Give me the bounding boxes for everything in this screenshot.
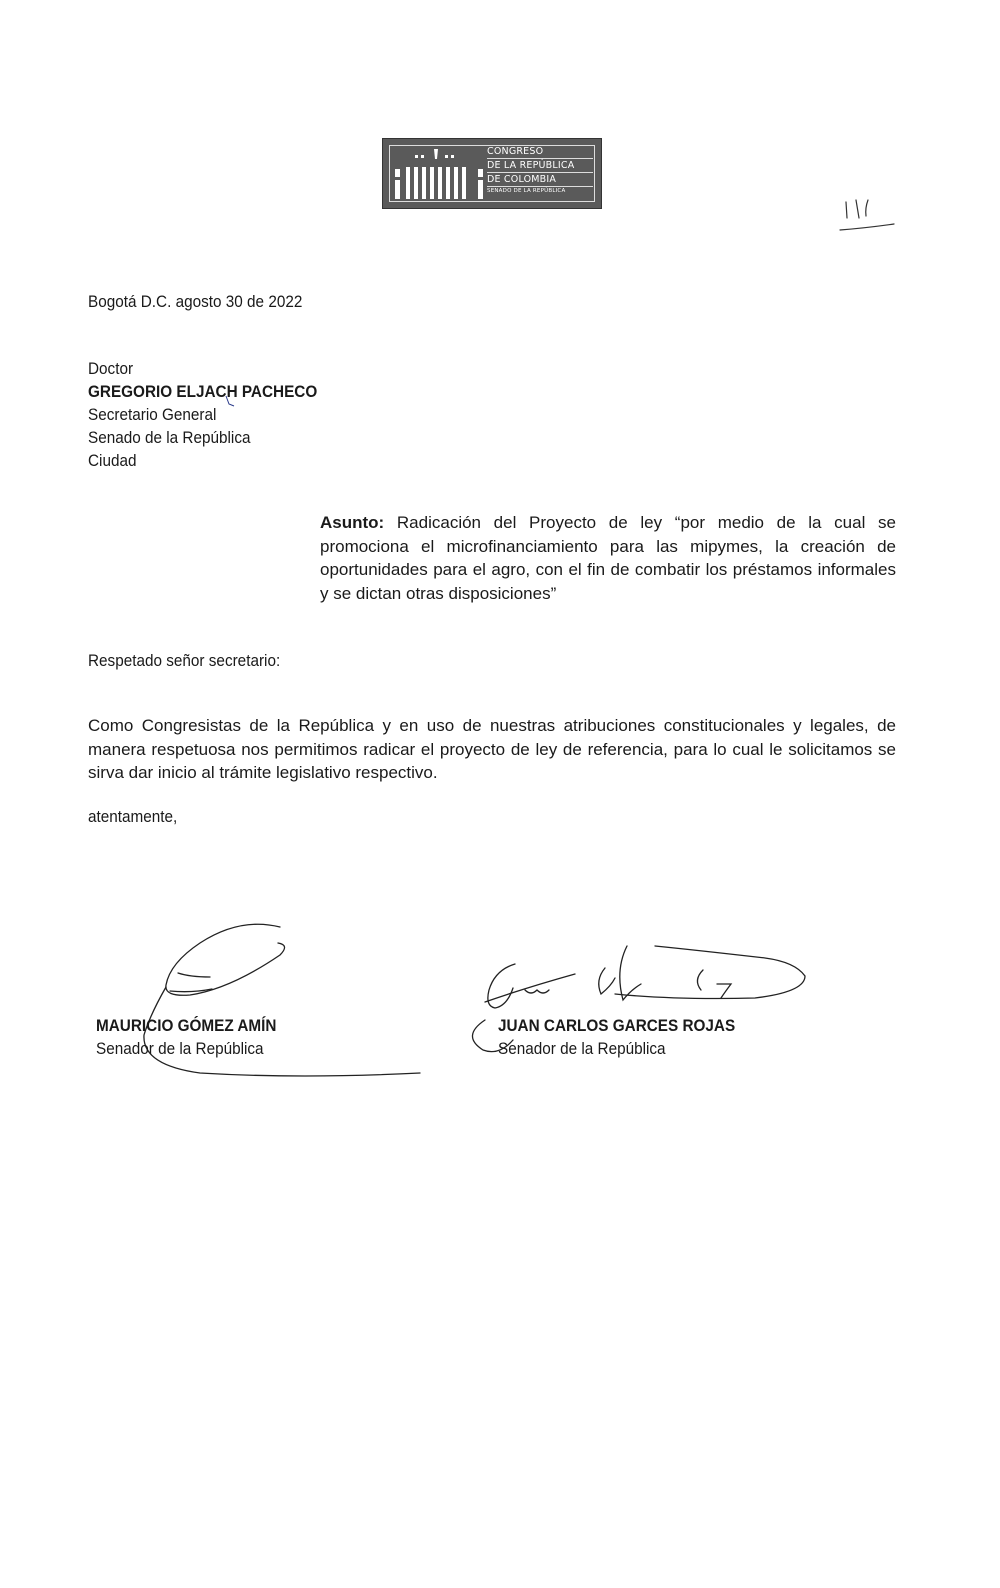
- recipient-entity: Senado de la República: [88, 428, 251, 447]
- body-paragraph: Como Congresistas de la República y en uso de nuestras atribuciones constitucionales y legales, de manera respetuosa nos permitimos radicar el proyecto de ley de referencia, para lo cual le solicitamos se sirva dar inicio al trámite legislativo respectivo.: [88, 716, 896, 782]
- signatory-2-name: JUAN CARLOS GARCES ROJAS: [498, 1016, 736, 1035]
- signatory-1-title: Senador de la República: [96, 1039, 264, 1058]
- recipient-name: GREGORIO ELJACH PACHECO: [88, 382, 318, 401]
- recipient-salutation: Doctor: [88, 359, 134, 378]
- capitol-icon: [393, 147, 485, 201]
- recipient-city: Ciudad: [88, 451, 137, 470]
- logo-wordmark: [487, 146, 593, 195]
- logo-line-4: SENADO DE LA REPÚBLICA: [487, 188, 566, 194]
- logo-line-1: CONGRESO: [487, 146, 593, 159]
- ink-tick-mark: [224, 394, 236, 408]
- logo-line-3: DE COLOMBIA: [487, 174, 593, 187]
- signatory-2-title: Senador de la República: [498, 1039, 666, 1058]
- handwritten-number-mark: [836, 194, 900, 238]
- subject-text: Radicación del Proyecto de ley “por medio de la cual se promociona el microfinanciamiento para las mipymes, la creación de oportunidades para el agro, con el fin de combatir los préstamos informales y se dictan otras disposiciones”: [320, 513, 896, 603]
- subject-label: Asunto:: [320, 513, 385, 532]
- date-line: Bogotá D.C. agosto 30 de 2022: [88, 292, 303, 311]
- recipient-position: Secretario General: [88, 405, 217, 424]
- congreso-logo: [382, 138, 602, 209]
- subject-block: [320, 511, 896, 605]
- signatory-1-name: MAURICIO GÓMEZ AMÍN: [96, 1016, 277, 1035]
- closing: atentamente,: [88, 807, 178, 826]
- greeting: Respetado señor secretario:: [88, 651, 281, 670]
- logo-line-2: DE LA REPÚBLICA: [487, 160, 593, 173]
